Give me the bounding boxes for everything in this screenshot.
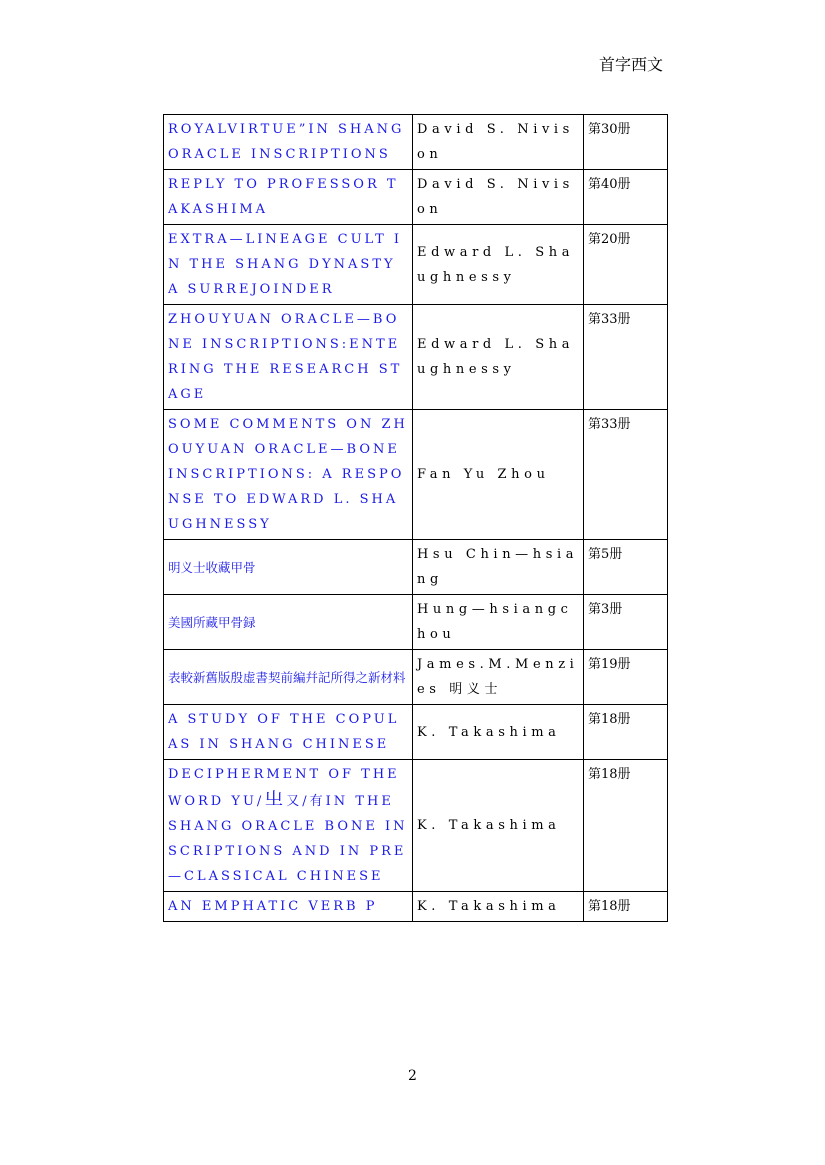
table-row (164, 760, 668, 892)
title-part: DECIPHERMENT OF THE WORD YU/ (168, 767, 400, 809)
table-row (164, 115, 668, 170)
volume-cell: 第20册 (584, 225, 668, 305)
volume-cell: 第18册 (584, 705, 668, 760)
table-row (164, 705, 668, 760)
volume-cell: 第33册 (584, 305, 668, 410)
volume-cell: 第40册 (584, 170, 668, 225)
volume-cell: 第18册 (584, 760, 668, 892)
title-link[interactable]: 明义士收藏甲骨 (164, 540, 413, 595)
bibliography-table (163, 114, 668, 922)
author-cell: K. Takashima (413, 760, 584, 892)
oracle-glyph: 㞢 (264, 788, 287, 810)
title-link[interactable]: REPLY TO PROFESSOR TAKASHIMA (164, 170, 413, 225)
author-cell: Edward L. Shaughnessy (413, 305, 584, 410)
table-row (164, 650, 668, 705)
author-cell: K. Takashima (413, 892, 584, 922)
author-cell: K. Takashima (413, 705, 584, 760)
table-row (164, 892, 668, 922)
table-row (164, 305, 668, 410)
title-link[interactable]: AN EMPHATIC VERB P (164, 892, 413, 922)
author-cell: David S. Nivison (413, 170, 584, 225)
page-header: 首字西文 (598, 55, 663, 74)
author-cell: Hsu Chin—hsiang (413, 540, 584, 595)
title-link[interactable]: ZHOUYUAN ORACLE—BONE INSCRIPTIONS:ENTERING THE RESEARCH STAGE (164, 305, 413, 410)
author-cell: Hung—hsiangchou (413, 595, 584, 650)
table-row (164, 540, 668, 595)
title-link[interactable]: A STUDY OF THE COPULAS IN SHANG CHINESE (164, 705, 413, 760)
author-cell: David S. Nivison (413, 115, 584, 170)
volume-cell: 第19册 (584, 650, 668, 705)
volume-cell: 第3册 (584, 595, 668, 650)
title-link[interactable]: SOME COMMENTS ON ZHOUYUAN ORACLE—BONE INSCRIPTIONS: A RESPONSE TO EDWARD L. SHAUGHNESSY (164, 410, 413, 540)
table-row (164, 410, 668, 540)
volume-cell: 第5册 (584, 540, 668, 595)
page-number: 2 (408, 1068, 417, 1084)
volume-cell: 第18册 (584, 892, 668, 922)
volume-cell: 第33册 (584, 410, 668, 540)
table-row (164, 595, 668, 650)
title-link[interactable]: 美國所藏甲骨録 (164, 595, 413, 650)
table-row (164, 170, 668, 225)
title-link[interactable] (164, 760, 413, 892)
table-row (164, 225, 668, 305)
volume-cell: 第30册 (584, 115, 668, 170)
author-cell: Fan Yu Zhou (413, 410, 584, 540)
title-link[interactable]: EXTRA—LINEAGE CULT IN THE SHANG DYNASTY A SURREJOINDER (164, 225, 413, 305)
title-link[interactable]: ROYALVIRTUE”IN SHANG ORACLE INSCRIPTIONS (164, 115, 413, 170)
title-part: 又/有IN THE SHANG ORACLE BONE INSCRIPTIONS AND IN PRE—CLASSICAL CHINESE (168, 794, 408, 884)
author-cell: James.M.Menzies 明义士 (413, 650, 584, 705)
author-cell: Edward L. Shaughnessy (413, 225, 584, 305)
title-link[interactable]: 表較新舊版殷虚書契前編幷記所得之新材料 (164, 650, 413, 705)
